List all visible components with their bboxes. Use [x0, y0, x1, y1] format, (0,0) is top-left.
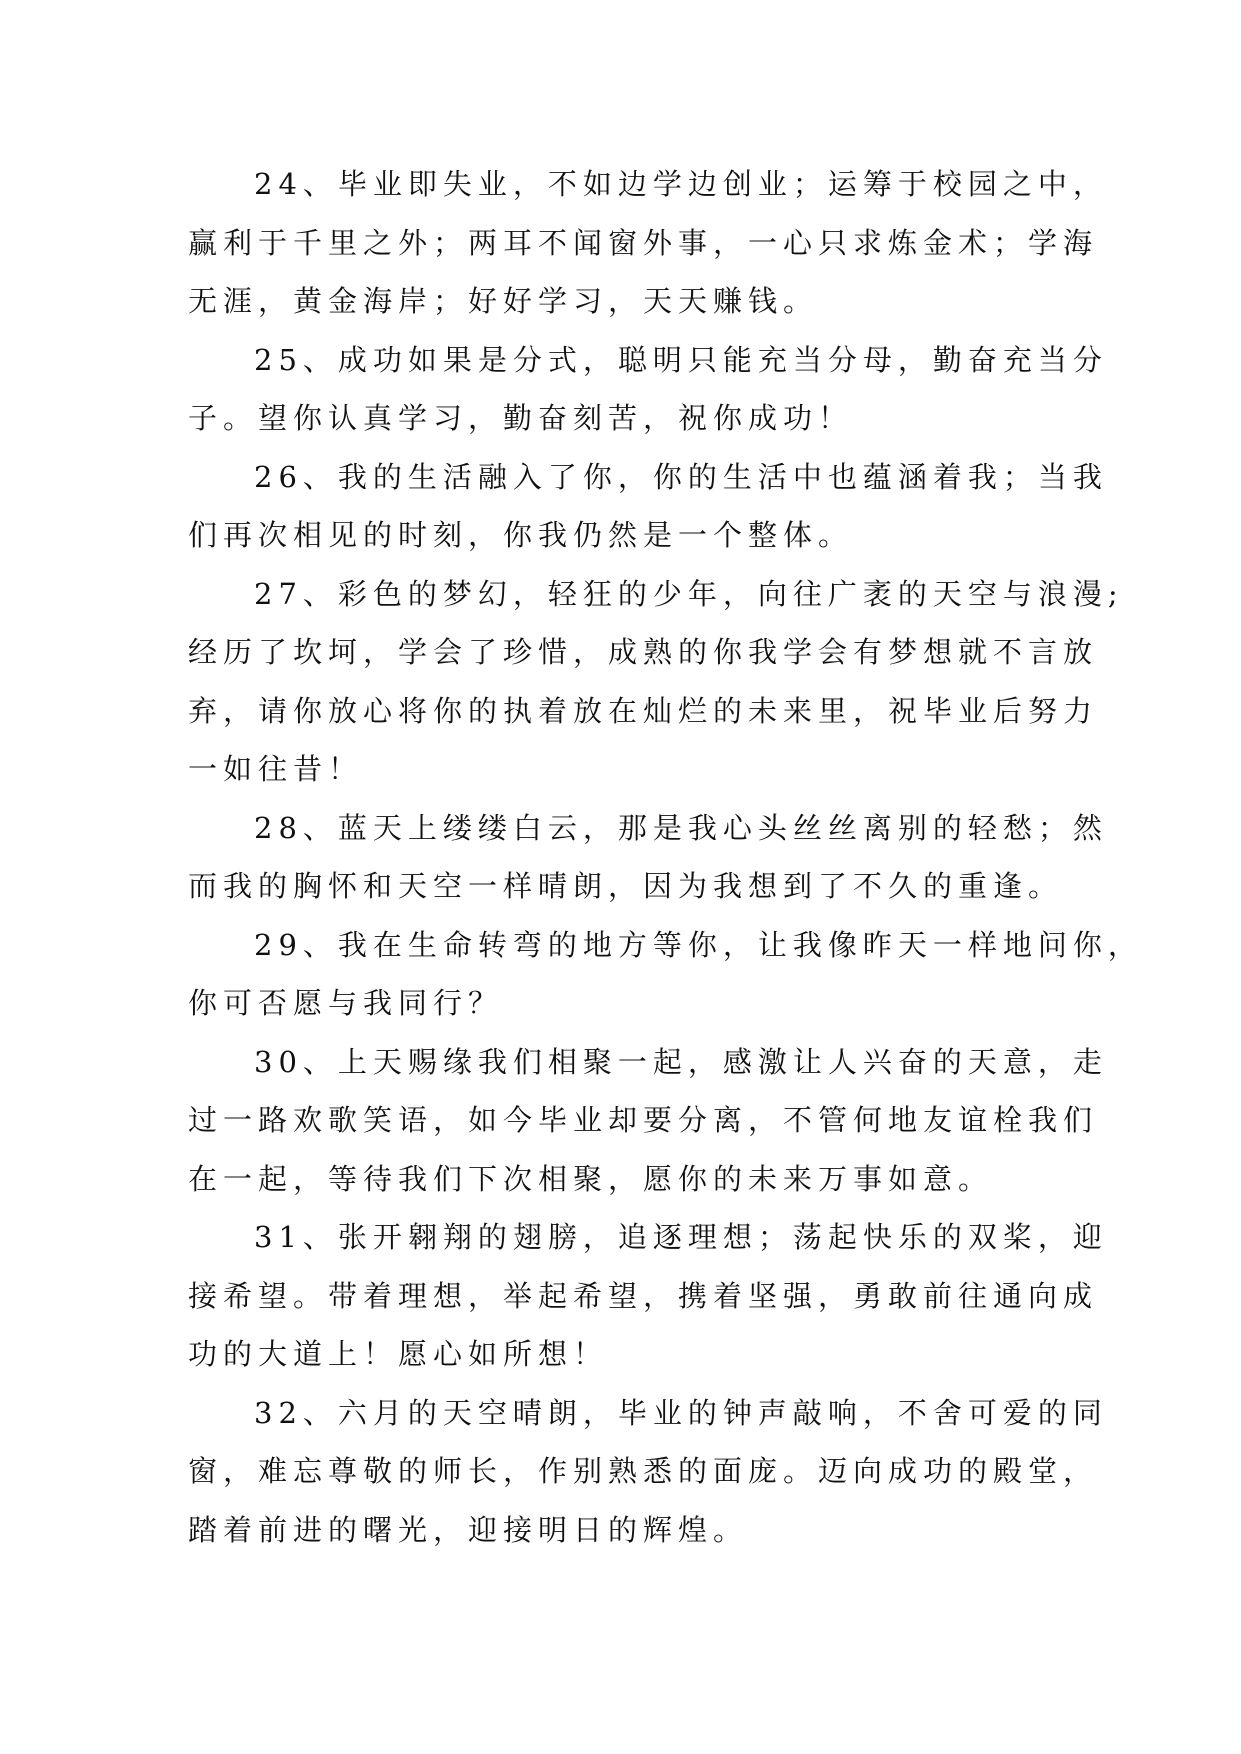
paragraph-line: 24、毕业即失业，不如边学边创业；运筹于校园之中， [254, 167, 1108, 201]
paragraph-30 [188, 1033, 1108, 1209]
paragraph-line: 29、我在生命转弯的地方等你，让我像昨天一样地问你， [254, 927, 1143, 962]
paragraph-line: 一如往昔！ [188, 752, 364, 786]
paragraph-line: 窗，难忘尊敬的师长，作别熟悉的面庞。迈向成功的殿堂， [188, 1454, 1099, 1488]
paragraph-line: 你可否愿与我同行？ [188, 986, 504, 1020]
document-body [188, 155, 1143, 1559]
paragraph-line: 31、张开翱翔的翅膀，追逐理想；荡起快乐的双桨，迎 [254, 1220, 1108, 1254]
paragraph-line: 踏着前进的曙光，迎接明日的辉煌。 [188, 1512, 749, 1547]
paragraph-line: 27、彩色的梦幻，轻狂的少年，向往广袤的天空与浪漫; [254, 576, 1124, 611]
paragraph-line: 28、蓝天上缕缕白云，那是我心头丝丝离别的轻愁；然 [254, 810, 1108, 845]
paragraph-line: 25、成功如果是分式，聪明只能充当分母，勤奋充当分 [254, 342, 1108, 377]
paragraph-27 [188, 565, 1124, 799]
paragraph-line: 30、上天赐缘我们相聚一起，感激让人兴奋的天意，走 [254, 1044, 1108, 1079]
paragraph-line: 接希望。带着理想，举起希望，携着坚强，勇敢前往通向成 [188, 1278, 1099, 1313]
paragraph-25 [188, 331, 1108, 448]
paragraph-line: 过一路欢歌笑语，如今毕业却要分离，不管何地友谊栓我们 [188, 1103, 1099, 1137]
paragraph-line: 子。望你认真学习，勤奋刻苦，祝你成功！ [188, 401, 854, 435]
paragraph-28 [188, 799, 1108, 916]
paragraph-32 [188, 1384, 1108, 1560]
paragraph-line: 弃，请你放心将你的执着放在灿烂的未来里，祝毕业后努力 [188, 693, 1099, 728]
paragraph-31 [188, 1208, 1108, 1384]
paragraph-line: 而我的胸怀和天空一样晴朗，因为我想到了不久的重逢。 [188, 869, 1064, 903]
paragraph-line: 26、我的生活融入了你，你的生活中也蕴涵着我；当我 [254, 459, 1108, 494]
paragraph-line: 32、六月的天空晴朗，毕业的钟声敲响，不舍可爱的同 [254, 1395, 1108, 1430]
paragraph-line: 们再次相见的时刻，你我仍然是一个整体。 [188, 518, 854, 552]
paragraph-24 [188, 155, 1108, 331]
paragraph-line: 功的大道上！愿心如所想！ [188, 1337, 609, 1371]
paragraph-29 [188, 916, 1143, 1033]
paragraph-line: 赢利于千里之外；两耳不闻窗外事，一心只求炼金术；学海 [188, 225, 1099, 260]
paragraph-line: 在一起，等待我们下次相聚，愿你的未来万事如意。 [188, 1161, 994, 1196]
paragraph-line: 经历了坎坷，学会了珍惜，成熟的你我学会有梦想就不言放 [188, 635, 1099, 669]
paragraph-26 [188, 448, 1108, 565]
paragraph-line: 无涯，黄金海岸；好好学习，天天赚钱。 [188, 284, 819, 318]
